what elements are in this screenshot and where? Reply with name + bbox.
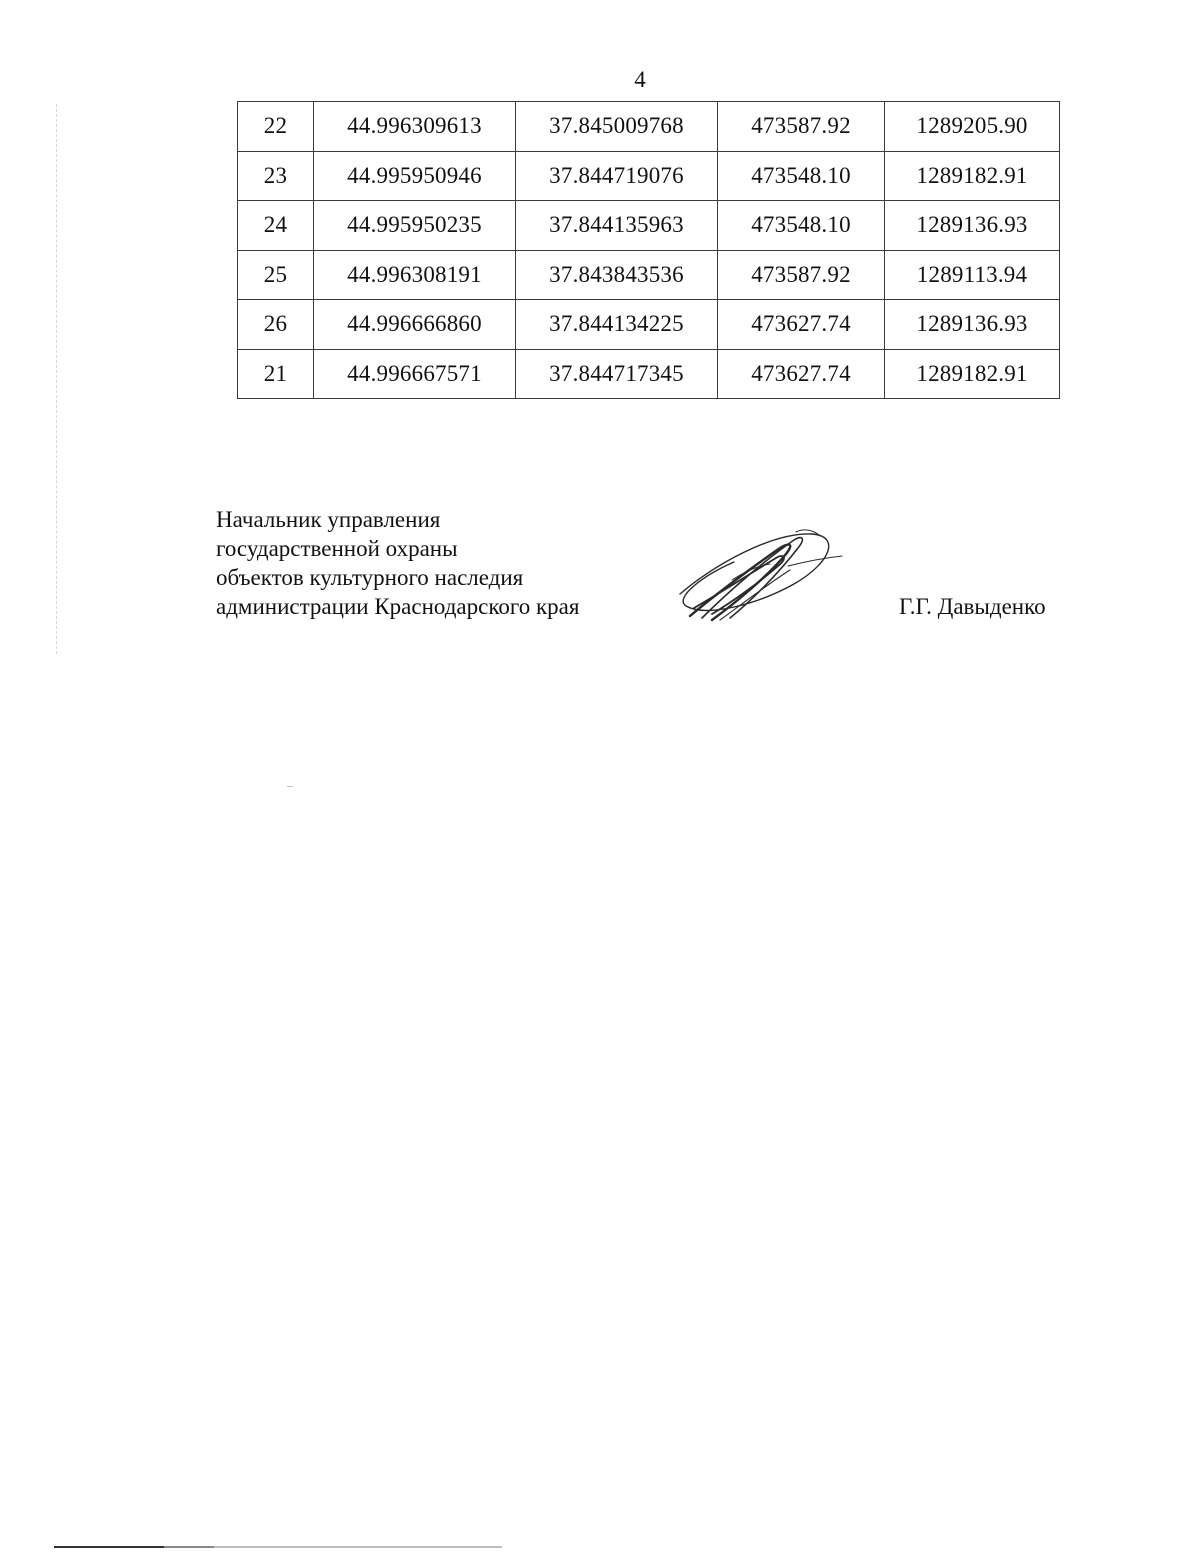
latitude-cell: 44.996666860 xyxy=(314,300,516,350)
latitude-cell: 44.996309613 xyxy=(314,102,516,152)
x-coordinate-cell: 473587.92 xyxy=(718,102,885,152)
position-line: администрации Краснодарского края xyxy=(216,594,580,619)
scan-margin-line xyxy=(56,104,57,654)
x-coordinate-cell: 473627.74 xyxy=(718,349,885,399)
y-coordinate-cell: 1289136.93 xyxy=(885,201,1060,251)
y-coordinate-cell: 1289113.94 xyxy=(885,250,1060,300)
y-coordinate-cell: 1289182.91 xyxy=(885,349,1060,399)
footer-rule xyxy=(54,1546,502,1548)
longitude-cell: 37.845009768 xyxy=(516,102,718,152)
coordinates-table xyxy=(237,101,1060,399)
latitude-cell: 44.995950946 xyxy=(314,151,516,201)
point-number-cell: 22 xyxy=(238,102,314,152)
x-coordinate-cell: 473627.74 xyxy=(718,300,885,350)
y-coordinate-cell: 1289182.91 xyxy=(885,151,1060,201)
y-coordinate-cell: 1289205.90 xyxy=(885,102,1060,152)
longitude-cell: 37.844717345 xyxy=(516,349,718,399)
point-number-cell: 25 xyxy=(238,250,314,300)
table-row xyxy=(238,151,1060,201)
table-row xyxy=(238,300,1060,350)
x-coordinate-cell: 473587.92 xyxy=(718,250,885,300)
point-number-cell: 26 xyxy=(238,300,314,350)
position-line: Начальник управления xyxy=(216,507,441,532)
scan-speck xyxy=(287,786,293,787)
table-row xyxy=(238,102,1060,152)
point-number-cell: 23 xyxy=(238,151,314,201)
table-row xyxy=(238,349,1060,399)
longitude-cell: 37.843843536 xyxy=(516,250,718,300)
y-coordinate-cell: 1289136.93 xyxy=(885,300,1060,350)
point-number-cell: 21 xyxy=(238,349,314,399)
position-line: объектов культурного наследия xyxy=(216,565,524,590)
x-coordinate-cell: 473548.10 xyxy=(718,151,885,201)
point-number-cell: 24 xyxy=(238,201,314,251)
table-row xyxy=(238,201,1060,251)
signatory-position xyxy=(216,505,579,621)
latitude-cell: 44.996667571 xyxy=(314,349,516,399)
signer-name: Г.Г. Давыденко xyxy=(899,594,1046,619)
position-line: государственной охраны xyxy=(216,536,458,561)
latitude-cell: 44.995950235 xyxy=(314,201,516,251)
handwritten-signature xyxy=(672,522,852,630)
table-row xyxy=(238,250,1060,300)
page-number: 4 xyxy=(634,67,646,92)
longitude-cell: 37.844135963 xyxy=(516,201,718,251)
x-coordinate-cell: 473548.10 xyxy=(718,201,885,251)
longitude-cell: 37.844719076 xyxy=(516,151,718,201)
latitude-cell: 44.996308191 xyxy=(314,250,516,300)
longitude-cell: 37.844134225 xyxy=(516,300,718,350)
